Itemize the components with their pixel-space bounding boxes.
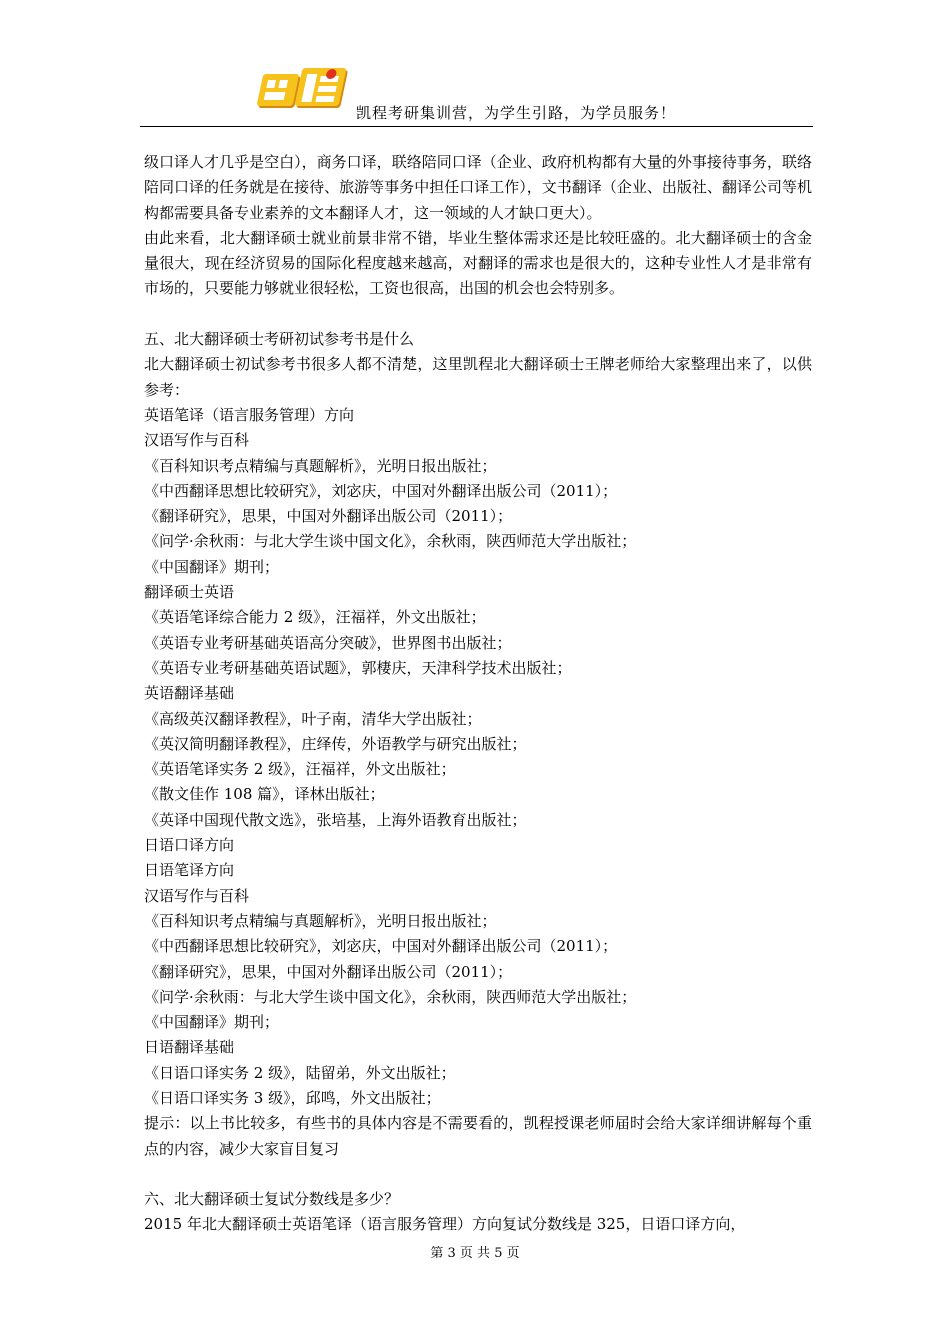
paragraph: 2015 年北大翻译硕士英语笔译（语言服务管理）方向复试分数线是 325，日语口译方向， [144, 1215, 746, 1234]
paragraph: 汉语写作与百科 [144, 886, 250, 905]
page-number: 第 3 页 共 5 页 [430, 1246, 520, 1261]
paragraph: 《问学·余秋雨：与北大学生谈中国文化》，余秋雨，陕西师范大学出版社； [144, 987, 637, 1006]
paragraph: 《英语专业考研基础英语试题》，郭棲庆，天津科学技术出版社； [144, 658, 572, 677]
paragraph: 由此来看，北大翻译硕士就业前景非常不错，毕业生整体需求还是比较旺盛的。北大翻译硕士的含金量很大，现在经济贸易的国际化程度越来越高，对翻译的需求也是很大的，这种专业性人才是非常有市场的，只要能力够就业很轻松，工资也很高，出国的机会也会特别多。 [144, 228, 812, 298]
paragraph: 《翻译研究》，思果，中国对外翻译出版公司（2011）； [144, 962, 513, 981]
paragraph: 《英语专业考研基础英语高分突破》，世界图书出版社； [144, 633, 512, 652]
paragraph: 日语翻译基础 [144, 1038, 235, 1057]
paragraph: 《问学·余秋雨：与北大学生谈中国文化》，余秋雨，陕西师范大学出版社； [144, 532, 637, 551]
paragraph: 《中国翻译》期刊； [144, 557, 280, 576]
kaicheng-logo [255, 66, 351, 114]
paragraph: 《英语笔译实务 2 级》，汪福祥，外文出版社； [144, 760, 456, 779]
paragraph: 《翻译研究》，思果，中国对外翻译出版公司（2011）； [144, 507, 513, 526]
paragraph: 英语笔译（语言服务管理）方向 [144, 405, 355, 424]
blank-line [144, 1162, 812, 1187]
header-slogan: 凯程考研集训营，为学生引路，为学员服务！ [356, 104, 677, 122]
paragraph: 《百科知识考点精编与真题解析》，光明日报出版社； [144, 911, 497, 930]
blank-line [144, 302, 812, 327]
paragraph: 《百科知识考点精编与真题解析》，光明日报出版社； [144, 456, 497, 475]
paragraph: 《高级英汉翻译教程》，叶子南，清华大学出版社； [144, 709, 482, 728]
page-header [140, 60, 813, 127]
paragraph: 提示：以上书比较多，有些书的具体内容是不需要看的，凯程授课老师届时会给大家详细讲解每个重点的内容，减少大家盲目复习 [144, 1114, 812, 1158]
paragraph: 日语口译方向 [144, 836, 235, 855]
paragraph: 北大翻译硕士初试参考书很多人都不清楚，这里凯程北大翻译硕士王牌老师给大家整理出来了，以供参考： [144, 355, 812, 399]
paragraph: 翻译硕士英语 [144, 583, 235, 602]
paragraph: 《散文佳作 108 篇》，译林出版社； [144, 785, 385, 804]
document-body [144, 150, 812, 1238]
paragraph: 《日语口译实务 3 级》，邱鸣，外文出版社； [144, 1088, 441, 1107]
paragraph: 《中西翻译思想比较研究》，刘宓庆，中国对外翻译出版公司（2011）； [144, 481, 618, 500]
paragraph: 汉语写作与百科 [144, 431, 250, 450]
paragraph: 六、北大翻译硕士复试分数线是多少？ [144, 1190, 400, 1209]
paragraph: 《中西翻译思想比较研究》，刘宓庆，中国对外翻译出版公司（2011）； [144, 937, 618, 956]
paragraph: 《英汉简明翻译教程》，庄绎传，外语教学与研究出版社； [144, 734, 527, 753]
paragraph: 五、北大翻译硕士考研初试参考书是什么 [144, 330, 415, 349]
paragraph: 《日语口译实务 2 级》，陆留弟，外文出版社； [144, 1063, 456, 1082]
paragraph: 《中国翻译》期刊； [144, 1013, 280, 1032]
paragraph: 《英译中国现代散文选》，张培基，上海外语教育出版社； [144, 810, 527, 829]
paragraph: 级口译人才几乎是空白），商务口译，联络陪同口译（企业、政府机构都有大量的外事接待事务，联络陪同口译的任务就是在接待、旅游等事务中担任口译工作），文书翻译（企业、出版社、翻译公司等机构都需要具备专业素养的文本翻译人才，这一领域的人才缺口更大）。 [144, 153, 812, 222]
paragraph: 英语翻译基础 [144, 684, 235, 703]
paragraph: 日语笔译方向 [144, 861, 235, 880]
paragraph: 《英语笔译综合能力 2 级》，汪福祥，外文出版社； [144, 608, 486, 627]
